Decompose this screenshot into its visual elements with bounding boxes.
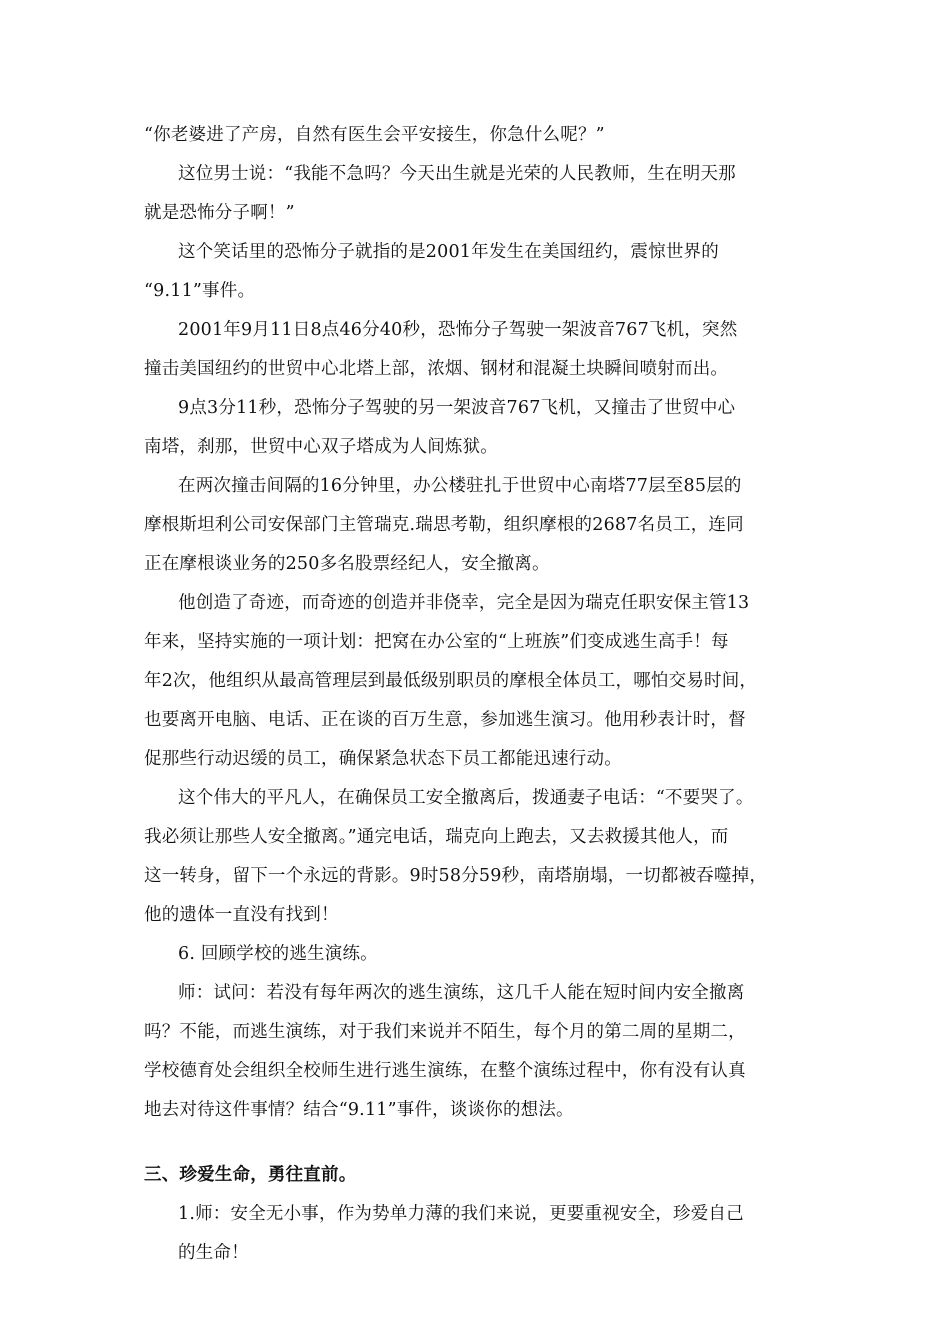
paragraph-line: 年2次，他组织从最高管理层到最低级别职员的摩根全体员工，哪怕交易时间， <box>144 671 758 691</box>
paragraph-line: 年来，坚持实施的一项计划：把窝在办公室的“上班族”们变成逃生高手！每 <box>144 632 729 652</box>
paragraph-line: 2001年9月11日8点46分40秒，恐怖分子驾驶一架波音767飞机，突然 <box>178 320 738 340</box>
paragraph-line: 这一转身，留下一个永远的背影。9时58分59秒，南塔崩塌，一切都被吞噬掉， <box>144 866 768 886</box>
paragraph-line: 学校德育处会组织全校师生进行逃生演练，在整个演练过程中，你有没有认真 <box>144 1061 746 1081</box>
paragraph-line: “9.11”事件。 <box>144 281 256 301</box>
paragraph-line: 也要离开电脑、电话、正在谈的百万生意，参加逃生演习。他用秒表计时，督 <box>144 710 746 730</box>
paragraph-line: 这位男士说：“我能不急吗？今天出生就是光荣的人民教师，生在明天那 <box>178 164 736 184</box>
section-heading: 三、珍爱生命，勇往直前。 <box>144 1165 357 1185</box>
paragraph-line: 吗？不能，而逃生演练，对于我们来说并不陌生，每个月的第二周的星期二， <box>144 1022 746 1042</box>
paragraph-line: 他的遗体一直没有找到！ <box>144 905 339 925</box>
paragraph-line: 1.师：安全无小事，作为势单力薄的我们来说，更要重视安全，珍爱自己 <box>178 1204 744 1224</box>
paragraph-line: 促那些行动迟缓的员工，确保紧急状态下员工都能迅速行动。 <box>144 749 622 769</box>
paragraph-line: 地去对待这件事情？结合“9.11”事件，谈谈你的想法。 <box>144 1100 574 1120</box>
paragraph-line: 在两次撞击间隔的16分钟里，办公楼驻扎于世贸中心南塔77层至85层的 <box>178 476 742 496</box>
paragraph-line: 正在摩根谈业务的250多名股票经纪人，安全撤离。 <box>144 554 550 574</box>
paragraph-line: 9点3分11秒，恐怖分子驾驶的另一架波音767飞机，又撞击了世贸中心 <box>178 398 736 418</box>
paragraph-line: 我必须让那些人安全撤离。”通完电话，瑞克向上跑去，又去救援其他人，而 <box>144 827 729 847</box>
paragraph-line: 这个伟大的平凡人，在确保员工安全撤离后，拨通妻子电话：“不要哭了。 <box>178 788 754 808</box>
paragraph-line: 这个笑话里的恐怖分子就指的是2001年发生在美国纽约，震惊世界的 <box>178 242 719 262</box>
paragraph-line: 的生命！ <box>178 1243 249 1263</box>
paragraph-line: 摩根斯坦利公司安保部门主管瑞克.瑞思考勒，组织摩根的2687名员工，连同 <box>144 515 744 535</box>
paragraph-line: 就是恐怖分子啊！” <box>144 203 295 223</box>
paragraph-line: 师：试问：若没有每年两次的逃生演练，这几千人能在短时间内安全撤离 <box>178 983 745 1003</box>
paragraph-line: 撞击美国纽约的世贸中心北塔上部，浓烟、钢材和混凝土块瞬间喷射而出。 <box>144 359 729 379</box>
paragraph-line: 6. 回顾学校的逃生演练。 <box>178 944 378 964</box>
paragraph-line: 他创造了奇迹，而奇迹的创造并非侥幸，完全是因为瑞克任职安保主管13 <box>178 593 750 613</box>
paragraph-line: 南塔，刹那，世贸中心双子塔成为人间炼狱。 <box>144 437 498 457</box>
paragraph-line: “你老婆进了产房，自然有医生会平安接生，你急什么呢？” <box>144 125 605 145</box>
